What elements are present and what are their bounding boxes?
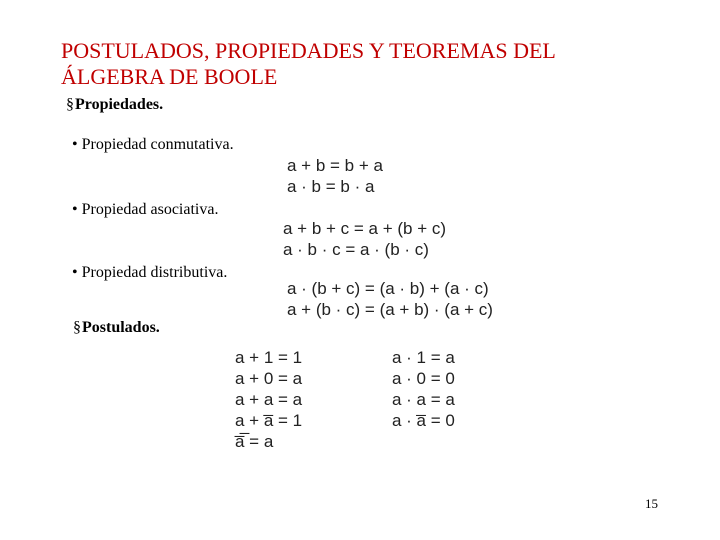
item-label: Propiedad distributiva. xyxy=(81,264,228,281)
postulado-line: a + a̅ = 1 xyxy=(235,411,303,430)
postulado-line: a · 0 = 0 xyxy=(392,369,455,388)
formula-line: a + (b · c) = (a + b) · (a + c) xyxy=(287,300,493,319)
postulado-line: a + a = a xyxy=(235,390,303,409)
section-label: Propiedades. xyxy=(75,96,164,113)
formula-line: a · (b + c) = (a · b) + (a · c) xyxy=(287,279,489,298)
section-label: Postulados. xyxy=(82,319,160,336)
postulado-line: a · 1 = a xyxy=(392,348,455,367)
section-bullet: § xyxy=(66,96,74,113)
item-label: Propiedad conmutativa. xyxy=(81,136,234,153)
section-propiedades xyxy=(66,96,163,114)
formula-line: a · b = b · a xyxy=(287,177,375,196)
postulados-left-column xyxy=(235,347,302,452)
section-postulados xyxy=(73,319,160,337)
section-bullet: § xyxy=(73,319,81,336)
item-bullet: • xyxy=(72,201,78,218)
formula-line: a + b + c = a + (b + c) xyxy=(283,219,447,238)
item-asociativa xyxy=(72,201,218,219)
formula-asociativa xyxy=(283,218,446,260)
postulado-line: a + 1 = 1 xyxy=(235,348,303,367)
formula-line: a + b = b + a xyxy=(287,156,383,175)
item-conmutativa xyxy=(72,136,234,154)
title-line-2: ÁLGEBRA DE BOOLE xyxy=(61,64,278,89)
formula-distributiva xyxy=(287,278,493,320)
item-label: Propiedad asociativa. xyxy=(81,201,219,218)
postulado-line: a + 0 = a xyxy=(235,369,303,388)
item-bullet: • xyxy=(72,136,78,153)
formula-line: a · b · c = a · (b · c) xyxy=(283,240,429,259)
formula-conmutativa xyxy=(287,155,383,197)
page-number: 15 xyxy=(645,496,658,511)
slide-title xyxy=(61,38,556,90)
item-distributiva xyxy=(72,264,227,282)
postulado-line: a · a = a xyxy=(392,390,455,409)
postulados-right-column xyxy=(392,347,455,431)
item-bullet: • xyxy=(72,264,78,281)
postulado-line: a · a̅ = 0 xyxy=(392,411,455,430)
postulado-line: a̅̅ = a xyxy=(235,432,274,451)
title-line-1: POSTULADOS, PROPIEDADES Y TEOREMAS DEL xyxy=(61,38,556,63)
